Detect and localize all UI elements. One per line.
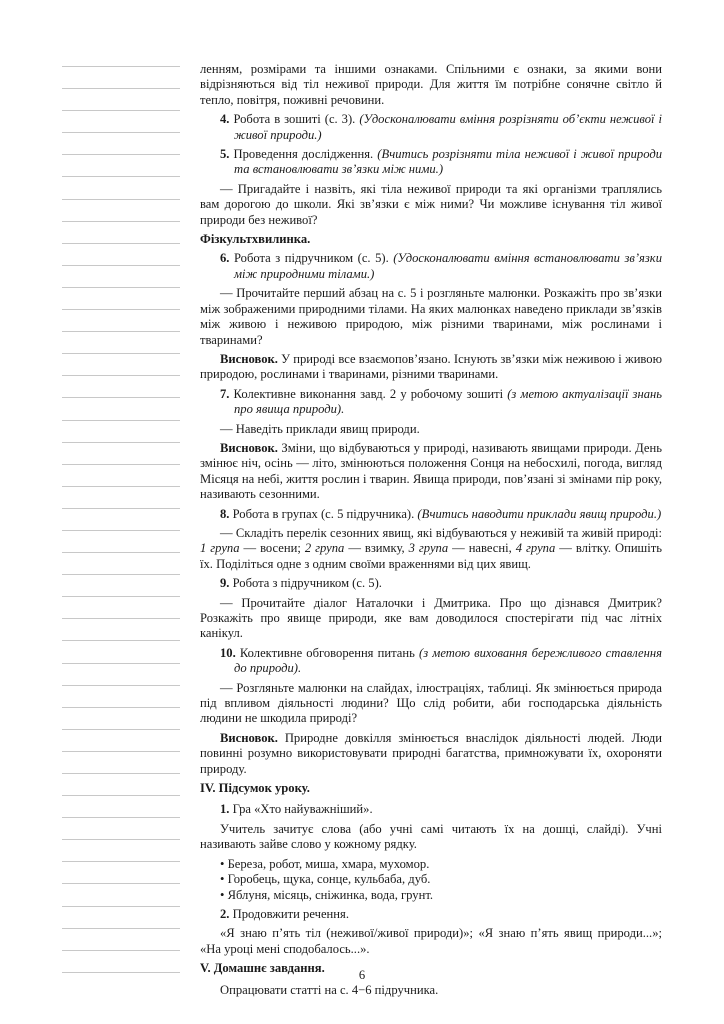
homework-text: Опрацювати статті на с. 4−6 підручника. — [220, 982, 439, 997]
item-text: Гра «Хто найуважніший». — [229, 802, 373, 817]
list-item: • Горобець, щука, сонце, кульбаба, дуб. — [220, 872, 662, 887]
item-note: (Вчитись наводити приклади явищ природи.) — [417, 506, 662, 521]
summary-item-2 — [200, 907, 662, 922]
item-text: Проведення дослідження. — [229, 147, 378, 162]
question-8 — [200, 526, 662, 572]
item-5 — [200, 147, 662, 178]
item-number: 8. — [220, 506, 230, 521]
margin-note-lines — [62, 66, 180, 994]
item-text: Колективне обговорення питань — [235, 645, 420, 660]
page-number: 6 — [358, 968, 366, 982]
item-10 — [200, 646, 662, 677]
item-note: (Удосконалювати вміння встановлювати зв’язки між природними тілами.) — [234, 251, 662, 281]
conclusion-text: Зміни, що відбуваються у природі, називають явищами природи. День змінює ніч, осінь — літо, змінюються положення Сонця на небосхилі, погода, вигляд Місяця на небі, життя рослин і тварин. Явища природи, пов’язані зі змінами пір року, називають сезонними. — [200, 440, 662, 502]
item-text: Робота з підручником (с. 5). — [229, 576, 382, 591]
item-number: 4. — [220, 112, 230, 127]
question-text: — восени; — [239, 541, 305, 556]
conclusion-3 — [200, 731, 662, 777]
item-number: 5. — [220, 147, 230, 162]
item-text: Продовжити речення. — [229, 906, 349, 921]
item-text: Робота з підручником (с. 5). — [229, 251, 394, 266]
question-text: — навесні, — [448, 541, 516, 556]
item-text: Колективне виконання завд. 2 у робочому зошиті — [229, 386, 508, 401]
conclusion-label: Висновок. — [220, 351, 278, 366]
question-text: — влітку. Опишіть їх. Поділіться одне з одним своїми враженнями від цих явищ. — [200, 541, 662, 571]
item-8 — [200, 507, 662, 522]
question-9: — Прочитайте діалог Наталочки і Дмитрика. Про що дізнався Дмитрик? Розкажіть про явище природи, яке вам доводилося спостерігати під час літніх канікул. — [200, 595, 662, 641]
item-text: Робота в зошиті (с. 3). — [229, 112, 360, 127]
conclusion-text: Природне довкілля змінюється внаслідок діяльності людей. Люди повинні розумно використовувати природні багатства, примножувати їх, охороняти природу. — [200, 730, 662, 776]
group-label: 1 група — [200, 541, 240, 556]
item-text: Робота в групах (с. 5 підручника). — [229, 506, 418, 521]
item-4 — [200, 112, 662, 143]
item-7 — [200, 387, 662, 418]
list-item: • Береза, робот, миша, хмара, мухомор. — [220, 857, 662, 872]
list-item: • Яблуня, місяць, сніжинка, вода, грунт. — [220, 888, 662, 903]
section-heading-summary: IV. Підсумок уроку. — [200, 781, 310, 796]
page-content — [200, 62, 662, 1002]
group-label: 3 група — [408, 541, 449, 556]
word-list — [200, 857, 662, 903]
group-label: 2 група — [304, 541, 345, 556]
conclusion-label: Висновок. — [220, 730, 278, 745]
item-number: 10. — [220, 645, 236, 660]
item-number: 9. — [220, 576, 230, 591]
summary-instructions: Учитель зачитує слова (або учні самі читають їх на дошці, слайді). Учні називають зайве слово у кожному рядку. — [200, 821, 662, 852]
conclusion-label: Висновок. — [220, 440, 278, 455]
item-number: 2. — [220, 906, 230, 921]
paragraph-intro: ленням, розмірами та іншими ознаками. Спільними є ознаки, за якими вони відрізняються від тіл неживої природи. Для життя їм потрібне сонячне світло й тепло, повітря, поживні речовини. — [200, 62, 662, 107]
question-5: — Пригадайте і назвіть, які тіла неживої природи та які організми траплялись вам дорогою до школи. Які зв’язки є між ними? Чи можливе існування тіл живої природи без неживої? — [200, 181, 662, 227]
question-text: — Складіть перелік сезонних явищ, які відбуваються у неживій та живій природі: — [220, 525, 662, 540]
item-note: (Вчитись розрізняти тіла неживої і живої природи та встановлювати зв’язки між ними.) — [234, 147, 662, 177]
question-text: — взимку, — [344, 541, 409, 556]
conclusion-2 — [200, 441, 662, 503]
conclusion-text: У природі все взаємопов’язано. Існують зв’язки між неживою і живою природою, рослинами і тваринами, різними тваринами. — [200, 351, 662, 382]
item-number: 7. — [220, 386, 230, 401]
conclusion-1 — [200, 352, 662, 383]
fizkultkhvylynka-heading: Фізкультхвилинка. — [200, 232, 311, 247]
question-6: — Прочитайте перший абзац на с. 5 і розгляньте малюнки. Розкажіть про зв’язки між зображеними природними тілами. На яких малюнках наведено приклади зв’язків між живою і неживою природою, між різними тваринами, між рослинами і тваринами? — [200, 286, 662, 347]
item-note: (з метою виховання бережливого ставлення до природи). — [234, 645, 662, 676]
item-6 — [200, 251, 662, 282]
summary-sentences: «Я знаю п’ять тіл (неживої/живої природи)»; «Я знаю п’ять явищ природи...»; «На уроці мені сподобалось...». — [200, 926, 662, 956]
question-7: — Наведіть приклади явищ природи. — [220, 421, 420, 436]
item-number: 6. — [220, 251, 230, 266]
item-number: 1. — [220, 802, 230, 817]
section-heading-homework: V. Домашнє завдання. — [200, 961, 325, 976]
question-10: — Розгляньте малюнки на слайдах, ілюстраціях, таблиці. Як змінюється природа під впливом діяльності людини? Що слід робити, аби господарська діяльність людини не шкодила природі? — [200, 680, 662, 726]
item-note: (Удосконалювати вміння розрізняти об’єкти неживої і живої природи.) — [234, 112, 662, 142]
item-note: (з метою актуалізації знань про явища природи). — [234, 386, 662, 417]
group-label: 4 група — [515, 541, 556, 556]
summary-item-1 — [200, 802, 662, 817]
item-9 — [200, 576, 662, 591]
